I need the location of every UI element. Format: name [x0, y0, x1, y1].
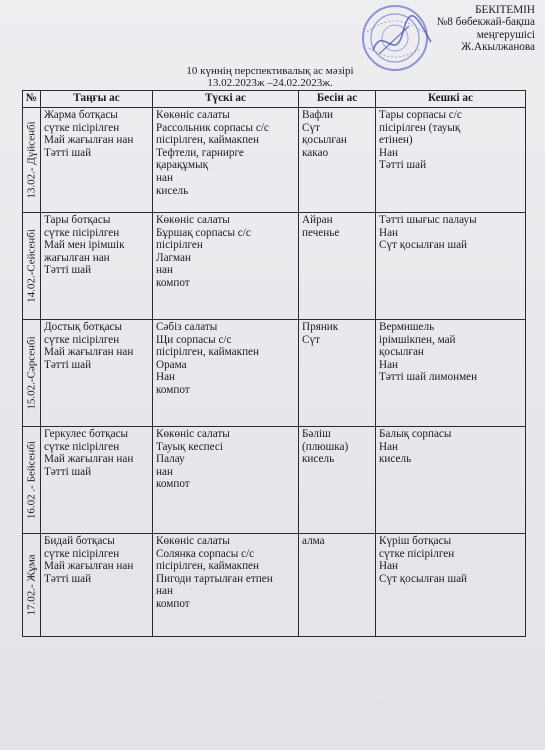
dish: Май жағылған нан	[44, 560, 134, 573]
dish: печенье	[302, 226, 340, 239]
dish: Тәтті шай лимонмен	[379, 371, 478, 384]
day-label: 17.02.- Жұма	[25, 554, 38, 616]
day-cell	[23, 213, 41, 320]
menu-title-line1: 10 күннің перспективалық ас мәзірі	[186, 65, 354, 77]
day-label: 13.02.- Дүйсенбі	[25, 121, 38, 199]
breakfast-cell	[41, 213, 153, 320]
dish: компот	[156, 276, 190, 289]
day-cell	[23, 427, 41, 534]
approval-name: Ж.Акылжанова	[461, 41, 535, 54]
dish: Пряник	[302, 321, 339, 333]
lunch-cell	[153, 320, 299, 427]
header-num: №	[23, 91, 41, 108]
table-row	[23, 108, 526, 213]
snack-cell	[299, 213, 376, 320]
dish: Бидай ботқасы	[44, 535, 115, 547]
dish: (плюшка)	[302, 440, 349, 453]
dish: қосылған	[302, 134, 347, 147]
dish: жағылған нан	[44, 251, 110, 264]
snack-cell	[299, 534, 376, 637]
dish: сүтке пісірілген	[44, 440, 120, 453]
dish: сүтке пісірілген	[44, 333, 120, 346]
dish: Тәтті шай	[44, 146, 92, 159]
dish: Тәтті шай	[44, 264, 92, 277]
dish: Май жағылған нан	[44, 346, 134, 359]
dish: қосылған	[379, 346, 424, 359]
dish: Рассольник сорпасы с/с	[156, 121, 269, 134]
dish: Достық ботқасы	[44, 321, 123, 333]
dinner-cell	[376, 427, 526, 534]
dish: Орама	[156, 358, 187, 371]
day-label: 14.02.-Сейсенбі	[25, 229, 38, 303]
dish: Күріш ботқасы	[379, 535, 452, 547]
dish: Сүт қосылған шай	[379, 572, 468, 585]
table-row	[23, 213, 526, 320]
dish: нан	[156, 465, 173, 478]
dish: Тәтті шай	[44, 465, 92, 478]
dish: Нан	[156, 371, 176, 384]
dish: пісірілген, каймакпен	[156, 560, 260, 573]
dish: Көкөніс салаты	[156, 428, 230, 440]
dish: Палау	[156, 453, 185, 466]
dish: Сүт қосылған шай	[379, 239, 468, 252]
dish: компот	[156, 478, 190, 491]
dish: компот	[156, 597, 190, 610]
dish: Сүт	[302, 333, 320, 346]
dish: Вермишель	[379, 321, 435, 333]
day-cell	[23, 534, 41, 637]
dish: Тефтели, гарнирге	[156, 146, 244, 159]
snack-cell	[299, 320, 376, 427]
dish: ірімшікпен, май	[379, 333, 456, 346]
dish: нан	[156, 264, 173, 277]
dish: Айран	[302, 214, 333, 226]
dinner-cell	[376, 534, 526, 637]
header-snack: Бесін ас	[299, 91, 376, 108]
menu-title-dates: 13.02.2023ж –24.02.2023ж.	[207, 76, 333, 89]
dish: қарақұмық	[156, 159, 209, 172]
dish: Тауық кеспесі	[156, 440, 223, 453]
dish: Балық сорпасы	[379, 428, 452, 440]
dish: Лагман	[156, 251, 191, 264]
dish: Щи сорпасы с/с	[156, 333, 232, 346]
dish: алма	[302, 535, 325, 547]
dish: Бәліш	[302, 428, 331, 440]
dish: какао	[302, 146, 329, 159]
dish: Солянка сорпасы с/с	[156, 547, 255, 560]
day-label: 16.02 .- Бейсенбі	[25, 440, 38, 520]
dish: Нан	[379, 358, 399, 371]
dish: сүтке пісірілген	[44, 547, 120, 560]
dish: Тәтті шығыс палауы	[379, 214, 477, 226]
header-dinner: Кешкі ас	[376, 91, 526, 108]
dinner-cell	[376, 320, 526, 427]
dish: компот	[156, 383, 190, 396]
approval-position: меңгерушісі	[476, 28, 535, 41]
dish: Геркулес ботқасы	[44, 428, 129, 440]
header-breakfast: Таңғы ас	[41, 91, 153, 108]
dinner-cell	[376, 108, 526, 213]
snack-cell	[299, 427, 376, 534]
snack-cell	[299, 108, 376, 213]
menu-title	[120, 66, 420, 89]
dish: пісірілген, каймакпен	[156, 134, 260, 147]
dish: Бұршақ сорпасы с/с	[156, 226, 251, 239]
dish: кисель	[379, 453, 412, 466]
dish: Сүт	[302, 121, 320, 134]
lunch-cell	[153, 534, 299, 637]
dish: Май жағылған нан	[44, 453, 134, 466]
table-row	[23, 427, 526, 534]
breakfast-cell	[41, 108, 153, 213]
dish: пісірілген	[156, 239, 203, 252]
dish: Көкөніс салаты	[156, 535, 230, 547]
day-label: 15.02.-Сәрсенбі	[25, 336, 38, 410]
dish: Көкөніс салаты	[156, 109, 230, 121]
day-cell	[23, 320, 41, 427]
table-row	[23, 320, 526, 427]
lunch-cell	[153, 213, 299, 320]
dish: пісірілген (тауық	[379, 121, 461, 134]
approval-org: №8 бөбекжай-бақша	[436, 16, 535, 29]
day-cell	[23, 108, 41, 213]
dish: сүтке пісірілген	[44, 121, 120, 134]
dish: нан	[156, 171, 173, 184]
dish: Көкөніс салаты	[156, 214, 230, 226]
dish: нан	[156, 585, 173, 598]
table-header-row	[23, 91, 526, 108]
dish: Нан	[379, 226, 399, 239]
dish: Нан	[379, 440, 399, 453]
dish: етінен)	[379, 134, 413, 147]
dish: Нан	[379, 560, 399, 573]
dish: сүтке пісірілген	[379, 547, 455, 560]
breakfast-cell	[41, 534, 153, 637]
dish: Пигоди тартылған етпен	[156, 572, 273, 585]
dish: Май жағылған нан	[44, 134, 134, 147]
dish: Май мен ірімшік	[44, 239, 125, 252]
dish: кисель	[302, 453, 335, 466]
dish: Нан	[379, 146, 399, 159]
breakfast-cell	[41, 427, 153, 534]
dish: Жарма ботқасы	[44, 109, 118, 121]
dish: кисель	[156, 184, 189, 197]
dish: сүтке пісірілген	[44, 226, 120, 239]
dish: Сәбіз салаты	[156, 321, 218, 333]
lunch-cell	[153, 108, 299, 213]
dish: Вафли	[302, 109, 333, 121]
breakfast-cell	[41, 320, 153, 427]
dish: Тәтті шай	[379, 159, 427, 172]
approval-word: БЕКІТЕМІН	[475, 4, 535, 16]
dish: Тары сорпасы с/с	[379, 109, 462, 121]
dish: Тәтті шай	[44, 572, 92, 585]
approval-block	[437, 4, 535, 54]
dish: Тәтті шай	[44, 358, 92, 371]
table-row	[23, 534, 526, 637]
dish: Тары ботқасы	[44, 214, 111, 226]
lunch-cell	[153, 427, 299, 534]
menu-table	[22, 90, 526, 637]
header-lunch: Түскі ас	[153, 91, 299, 108]
dish: пісірілген, каймакпен	[156, 346, 260, 359]
dinner-cell	[376, 213, 526, 320]
